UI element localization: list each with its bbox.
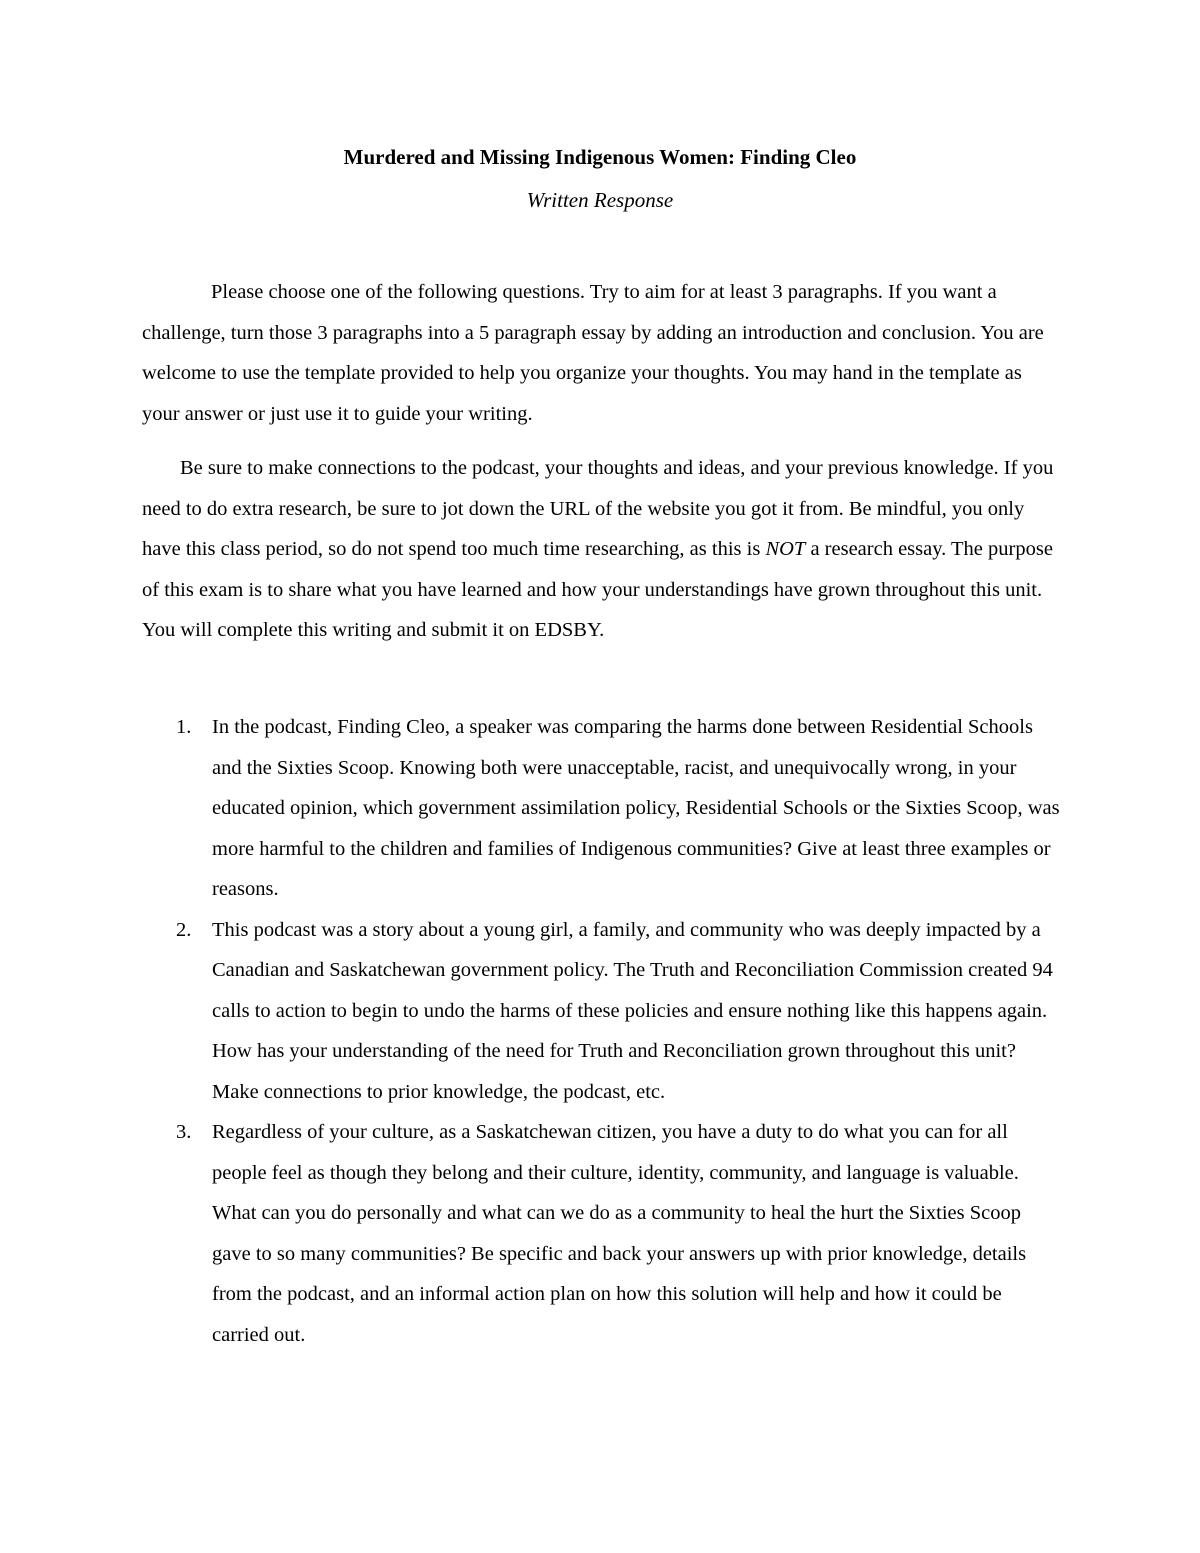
instructions-paragraph-1: Please choose one of the following questions. Try to aim for at least 3 paragraphs. If you want a challenge, turn those 3 paragraphs into a 5 paragraph essay by adding an introduction and conclusion. You are welcome to use the template provided to help you organize your thoughts. You may hand in the template as your answer or just use it to guide your writing.: [142, 281, 1044, 425]
question-list: [142, 707, 1060, 1355]
question-item-1: [142, 707, 1060, 910]
question-item-3: [142, 1112, 1060, 1355]
document-subtitle: Written Response: [526, 188, 674, 212]
question-number: 3.: [176, 1121, 192, 1143]
document-title: Murdered and Missing Indigenous Women: Finding Cleo: [343, 145, 857, 169]
paragraph-2-text-start: Be sure to make connections to the podcast, your thoughts and ideas, and your previous knowledge. If you need to do extra research, be sure to jot down the URL of the website you got it from. Be mindful, you only have this class period, so do not spend too much time researching, as this is: [142, 457, 1054, 560]
paragraph-2-text-end: a research essay. The purpose of this exam is to share what you have learned and how your understandings have grown throughout this unit. You will complete this writing and submit it on EDSBY.: [142, 538, 1053, 641]
question-text: Regardless of your culture, as a Saskatchewan citizen, you have a duty to do what you can for all people feel as though they belong and their culture, identity, community, and language is valuable. What can you do personally and what can we do as a community to heal the hurt the Sixties Scoop gave to so many communities? Be specific and back your answers up with prior knowledge, details from the podcast, and an informal action plan on how this solution will help and how it could be carried out.: [212, 1121, 1027, 1346]
instructions-paragraph-2: [142, 448, 1060, 651]
question-text: In the podcast, Finding Cleo, a speaker was comparing the harms done between Residential Schools and the Sixties Scoop. Knowing both were unacceptable, racist, and unequivocally wrong, in your educated opinion, which government assimilation policy, Residential Schools or the Sixties Scoop, was more harmful to the children and families of Indigenous communities? Give at least three examples or reasons.: [212, 716, 1060, 900]
question-item-2: [142, 910, 1060, 1113]
question-number: 1.: [176, 716, 192, 738]
emphasis-not: NOT: [765, 538, 806, 560]
question-text: This podcast was a story about a young girl, a family, and community who was deeply impacted by a Canadian and Saskatchewan government policy. The Truth and Reconciliation Commission created 94 calls to action to begin to undo the harms of these policies and ensure nothing like this happens again. How has your understanding of the need for Truth and Reconciliation grown throughout this unit? Make connections to prior knowledge, the podcast, etc.: [212, 918, 1053, 1103]
question-number: 2.: [176, 918, 192, 941]
